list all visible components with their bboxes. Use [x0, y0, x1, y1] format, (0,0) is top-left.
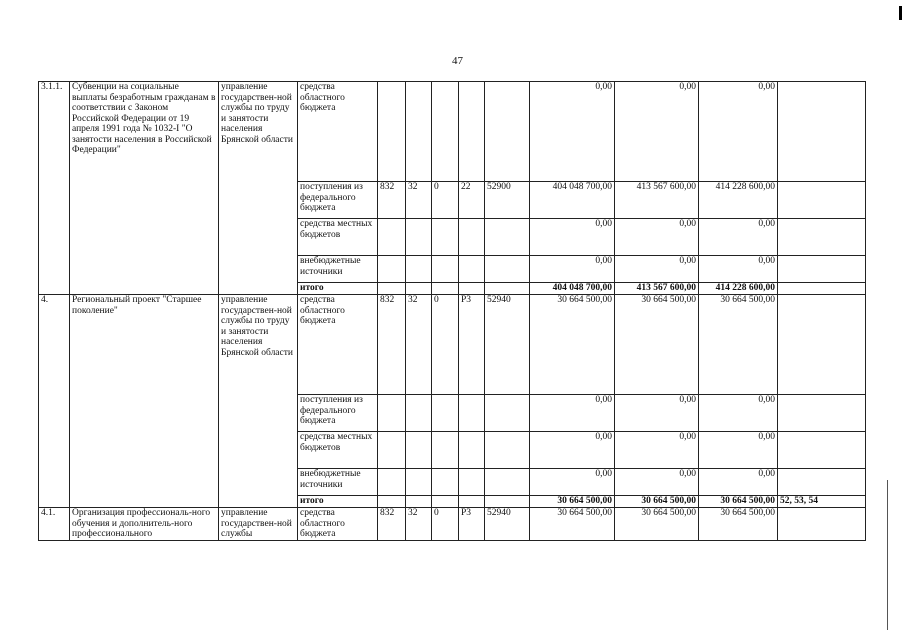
cell-v1: 30 664 500,00 [530, 496, 615, 508]
cell-v3: 0,00 [699, 395, 778, 432]
cell-v1: 30 664 500,00 [530, 508, 615, 541]
cell-c2 [406, 283, 432, 295]
cell-name: Субвенции на социальные выплаты безработным гражданам в соответствии с Законом Российской Федерации от 19 апреля 1991 года № 1032-I "О занятости населения в Российской Федерации" [70, 82, 219, 295]
cell-note [778, 256, 866, 283]
cell-c1 [378, 256, 406, 283]
cell-v1: 404 048 700,00 [530, 283, 615, 295]
cell-note [778, 295, 866, 395]
cell-c4 [459, 82, 485, 182]
cell-c2: 32 [406, 508, 432, 541]
cell-c3: 0 [432, 295, 459, 395]
cell-v3: 30 664 500,00 [699, 295, 778, 395]
table-row [39, 82, 866, 182]
cell-v2: 0,00 [615, 469, 699, 496]
cell-c5 [485, 256, 530, 283]
scan-edge-mark [899, 6, 902, 20]
cell-c2 [406, 432, 432, 469]
cell-c5 [485, 395, 530, 432]
table-row [39, 508, 866, 541]
cell-source: средства местных бюджетов [298, 432, 378, 469]
cell-c3 [432, 82, 459, 182]
cell-c2 [406, 82, 432, 182]
cell-executor: управление государствен-ной службы по труду и занятости населения Брянской области [219, 295, 298, 508]
cell-num: 4. [39, 295, 70, 508]
cell-source: средства областного бюджета [298, 82, 378, 182]
cell-v3: 414 228 600,00 [699, 182, 778, 219]
cell-v2: 0,00 [615, 219, 699, 256]
cell-v2: 0,00 [615, 256, 699, 283]
cell-note [778, 219, 866, 256]
cell-v3: 414 228 600,00 [699, 283, 778, 295]
cell-c1 [378, 82, 406, 182]
cell-note [778, 283, 866, 295]
cell-c3: 0 [432, 182, 459, 219]
cell-c4 [459, 283, 485, 295]
cell-source: итого [298, 496, 378, 508]
cell-num: 3.1.1. [39, 82, 70, 295]
cell-executor: управление государствен-ной службы [219, 508, 298, 541]
cell-c5 [485, 432, 530, 469]
cell-v2: 0,00 [615, 432, 699, 469]
cell-note [778, 469, 866, 496]
cell-c4 [459, 219, 485, 256]
cell-v2: 30 664 500,00 [615, 496, 699, 508]
cell-c3 [432, 432, 459, 469]
cell-c3 [432, 496, 459, 508]
cell-v2: 30 664 500,00 [615, 295, 699, 395]
cell-c1: 832 [378, 295, 406, 395]
cell-source: итого [298, 283, 378, 295]
cell-source: поступления из федерального бюджета [298, 182, 378, 219]
cell-c5: 52940 [485, 508, 530, 541]
cell-v1: 30 664 500,00 [530, 295, 615, 395]
cell-c3 [432, 395, 459, 432]
cell-note: 52, 53, 54 [778, 496, 866, 508]
cell-v3: 0,00 [699, 256, 778, 283]
cell-name: Организация профессиональ-ного обучения и дополнитель-ного профессионального [70, 508, 219, 541]
cell-v3: 30 664 500,00 [699, 496, 778, 508]
cell-v1: 404 048 700,00 [530, 182, 615, 219]
cell-v1: 0,00 [530, 432, 615, 469]
cell-note [778, 432, 866, 469]
cell-c4 [459, 496, 485, 508]
cell-c5: 52900 [485, 182, 530, 219]
cell-c2 [406, 469, 432, 496]
table-row [39, 295, 866, 395]
cell-c1 [378, 432, 406, 469]
cell-v2: 0,00 [615, 395, 699, 432]
cell-c4 [459, 469, 485, 496]
cell-c3: 0 [432, 508, 459, 541]
cell-c4: P3 [459, 295, 485, 395]
cell-c1 [378, 219, 406, 256]
cell-c1 [378, 469, 406, 496]
cell-c4 [459, 395, 485, 432]
cell-c1 [378, 395, 406, 432]
cell-note [778, 82, 866, 182]
budget-table [38, 81, 866, 541]
cell-source: поступления из федерального бюджета [298, 395, 378, 432]
cell-c2 [406, 256, 432, 283]
cell-executor: управление государствен-ной службы по труду и занятости населения Брянской области [219, 82, 298, 295]
cell-v2: 413 567 600,00 [615, 283, 699, 295]
cell-c3 [432, 469, 459, 496]
cell-source: средства местных бюджетов [298, 219, 378, 256]
cell-source: внебюджетные источники [298, 256, 378, 283]
scan-edge-line [887, 480, 888, 630]
cell-v3: 0,00 [699, 219, 778, 256]
cell-c3 [432, 283, 459, 295]
cell-v2: 30 664 500,00 [615, 508, 699, 541]
cell-c5 [485, 219, 530, 256]
cell-v3: 0,00 [699, 82, 778, 182]
cell-note [778, 182, 866, 219]
cell-v3: 0,00 [699, 469, 778, 496]
cell-c2 [406, 219, 432, 256]
cell-v3: 30 664 500,00 [699, 508, 778, 541]
cell-c3 [432, 256, 459, 283]
cell-v1: 0,00 [530, 256, 615, 283]
cell-v1: 0,00 [530, 395, 615, 432]
cell-c2: 32 [406, 295, 432, 395]
page-number: 47 [452, 55, 463, 67]
cell-v1: 0,00 [530, 219, 615, 256]
cell-source: средства областного бюджета [298, 295, 378, 395]
cell-c2: 32 [406, 182, 432, 219]
cell-c1 [378, 283, 406, 295]
cell-note [778, 508, 866, 541]
cell-source: внебюджетные источники [298, 469, 378, 496]
cell-v3: 0,00 [699, 432, 778, 469]
cell-c5 [485, 283, 530, 295]
cell-c1 [378, 496, 406, 508]
cell-source: средства областного бюджета [298, 508, 378, 541]
cell-c5 [485, 496, 530, 508]
cell-name: Региональный проект "Старшее поколение" [70, 295, 219, 508]
cell-v2: 0,00 [615, 82, 699, 182]
cell-c1: 832 [378, 508, 406, 541]
cell-c4: 22 [459, 182, 485, 219]
cell-c2 [406, 395, 432, 432]
cell-c4 [459, 432, 485, 469]
cell-c5: 52940 [485, 295, 530, 395]
cell-num: 4.1. [39, 508, 70, 541]
cell-c5 [485, 469, 530, 496]
cell-c4 [459, 256, 485, 283]
cell-c3 [432, 219, 459, 256]
cell-note [778, 395, 866, 432]
cell-c4: P3 [459, 508, 485, 541]
cell-c5 [485, 82, 530, 182]
cell-c1: 832 [378, 182, 406, 219]
cell-c2 [406, 496, 432, 508]
cell-v2: 413 567 600,00 [615, 182, 699, 219]
cell-v1: 0,00 [530, 82, 615, 182]
cell-v1: 0,00 [530, 469, 615, 496]
